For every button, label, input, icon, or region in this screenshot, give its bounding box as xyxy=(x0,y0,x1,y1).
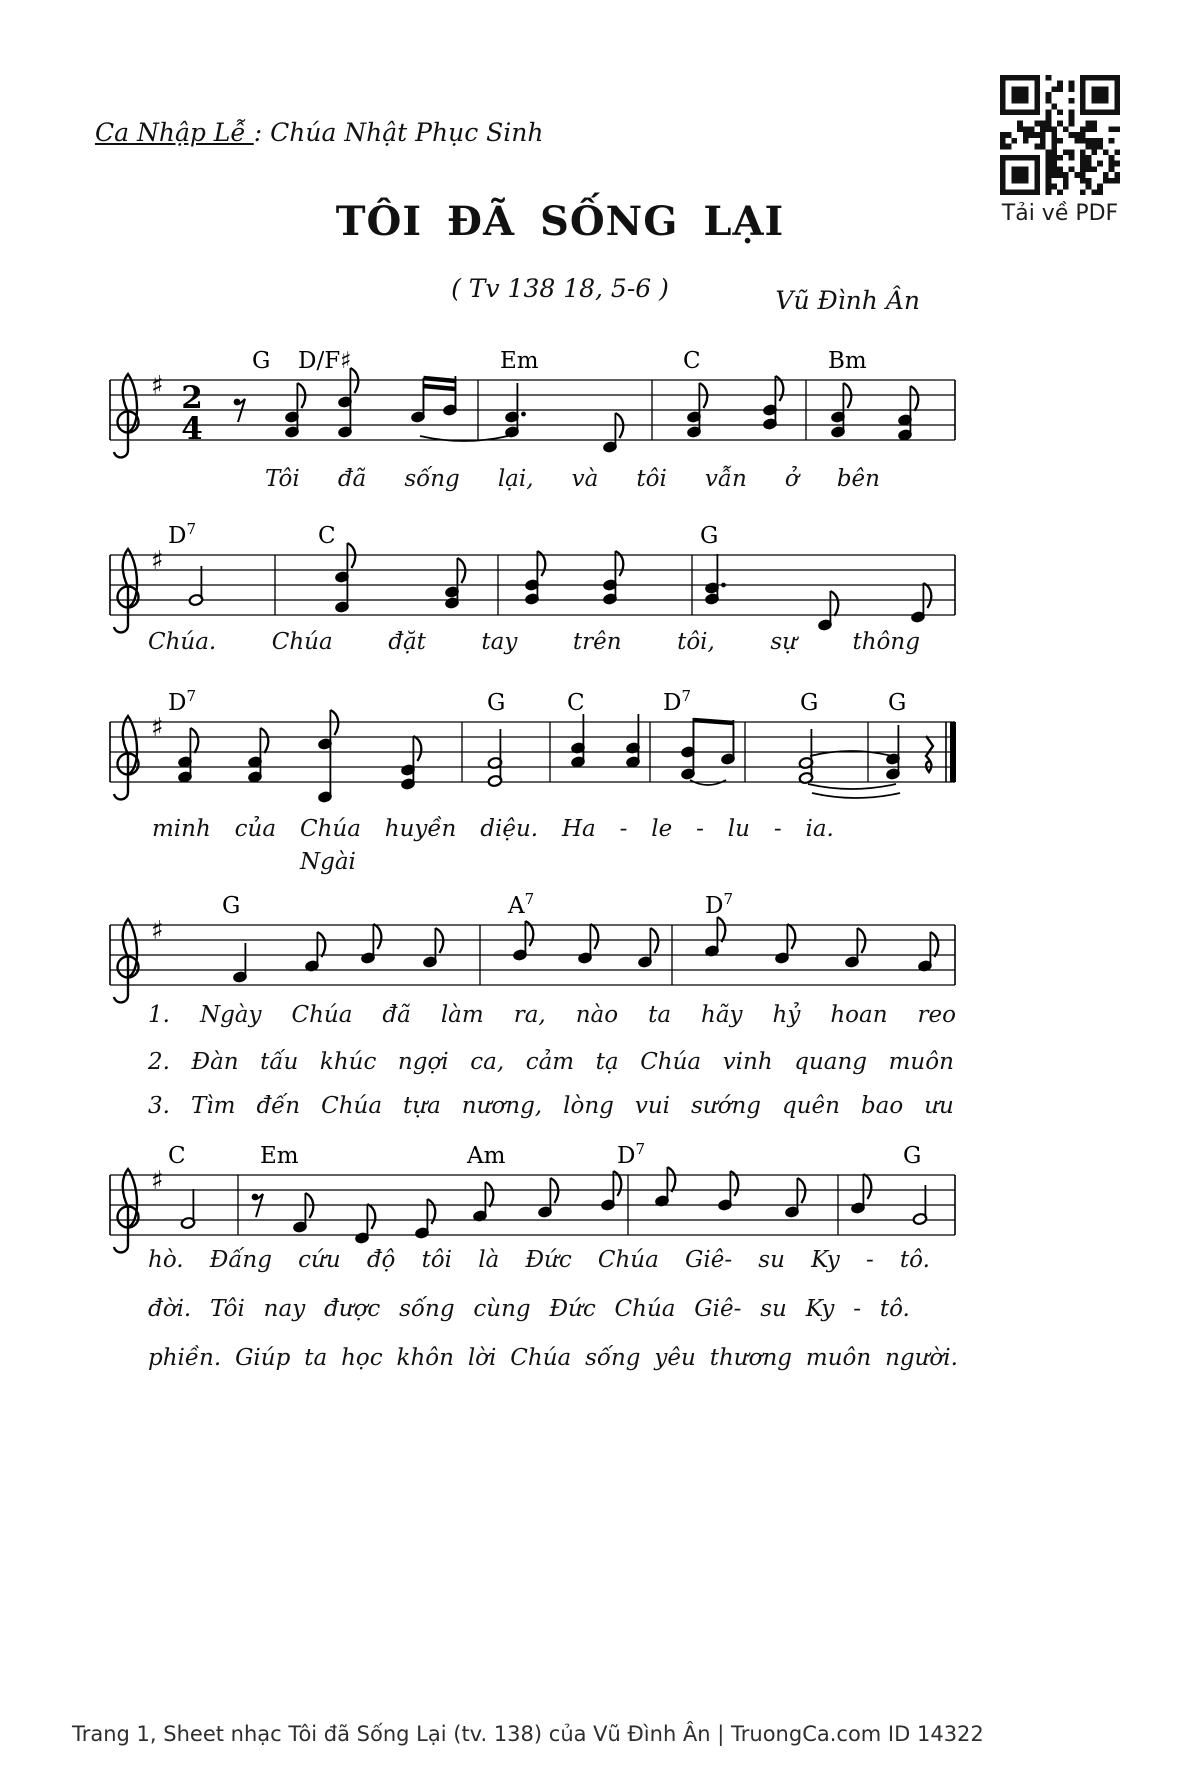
chord-symbol: G xyxy=(800,690,819,716)
lyric-word: nay xyxy=(263,1296,306,1322)
lyrics-line-3 xyxy=(152,816,834,842)
key-signature-sharp: ♯ xyxy=(151,546,164,576)
lyric-word: - xyxy=(865,1247,874,1273)
composer-name: Vũ Đình Ân xyxy=(775,286,920,315)
lyric-word: đời. xyxy=(148,1296,192,1322)
tie xyxy=(808,784,896,789)
lyric-word: su xyxy=(758,1247,785,1273)
eighth-flag xyxy=(260,728,268,753)
lyrics-line-2 xyxy=(148,629,920,655)
final-barline xyxy=(950,722,956,782)
lyric-word: Tìm xyxy=(190,1093,236,1119)
header-value: : Chúa Nhật Phục Sinh xyxy=(253,118,544,147)
lyric-word: vinh xyxy=(722,1049,773,1075)
lyrics-line-1 xyxy=(265,466,880,492)
chord-symbol: Em xyxy=(260,1143,299,1169)
lyric-word: Tôi xyxy=(210,1296,245,1322)
lyric-word: Đức xyxy=(525,1247,572,1273)
lyric-word: Đấng xyxy=(209,1247,272,1273)
lyric-word: của xyxy=(234,816,277,842)
eighth-flag xyxy=(830,591,838,616)
lyric-word: sự xyxy=(770,629,797,655)
lyric-word: ca, xyxy=(470,1049,505,1075)
lyric-word: cứu xyxy=(298,1247,341,1273)
lyric-word: Giê- xyxy=(694,1296,742,1322)
lyric-word: minh xyxy=(152,816,211,842)
lyric-word: bao xyxy=(860,1093,904,1119)
lyric-word: tôi xyxy=(636,466,667,492)
eighth-flag xyxy=(930,932,938,957)
chord-symbol: C xyxy=(683,348,701,374)
chord-symbol: G xyxy=(222,893,241,919)
qr-code[interactable] xyxy=(1000,75,1120,195)
verse-line-3 xyxy=(148,1093,954,1119)
eighth-flag xyxy=(787,924,795,949)
chord-symbol: G xyxy=(252,348,271,374)
lyric-word: độ xyxy=(366,1247,396,1273)
lyric-word: huyền xyxy=(384,816,457,842)
chord-symbol: Em xyxy=(500,348,539,374)
chord-symbol: Bm xyxy=(828,348,867,374)
lyric-word: tựa xyxy=(403,1093,441,1119)
lyric-word: nương, xyxy=(461,1093,543,1119)
chord-symbol: D/F♯ xyxy=(298,348,352,374)
final-lyrics-line-1 xyxy=(148,1247,930,1273)
chord-symbol: C xyxy=(318,523,336,549)
lyric-word: học xyxy=(341,1345,383,1371)
chord-symbol: $D^7$ xyxy=(705,890,733,919)
eighth-flag xyxy=(413,736,421,761)
lyric-word: - xyxy=(619,816,628,842)
eighth-flag xyxy=(190,728,198,753)
lyric-word: được xyxy=(324,1296,381,1322)
treble-clef-icon xyxy=(114,919,137,1002)
lyric-alternate-word: Ngài xyxy=(300,849,356,875)
lyric-word: khúc xyxy=(319,1049,377,1075)
lyric-word: ra, xyxy=(513,1002,546,1028)
lyric-word: Chúa xyxy=(597,1247,659,1273)
lyric-word: trên xyxy=(572,629,622,655)
lyric-word: tôi, xyxy=(677,629,715,655)
beam xyxy=(693,720,733,723)
lyric-word: ưu xyxy=(924,1093,954,1119)
treble-clef-icon xyxy=(114,716,137,799)
lyric-word: yêu xyxy=(654,1345,696,1371)
lyric-word: bên xyxy=(836,466,880,492)
lyric-word: đã xyxy=(337,466,367,492)
final-lyrics-line-3 xyxy=(148,1345,958,1371)
lyric-word: hoan xyxy=(830,1002,888,1028)
lyric-word: lòng xyxy=(563,1093,614,1119)
lyric-word: thương xyxy=(709,1345,792,1371)
beam xyxy=(423,386,455,389)
chord-symbol: G xyxy=(700,523,719,549)
lyric-word: vui xyxy=(634,1093,671,1119)
lyric-word: ngợi xyxy=(397,1049,449,1075)
augmentation-dot xyxy=(721,583,726,588)
lyric-word: tay xyxy=(481,629,518,655)
chord-symbol: Am xyxy=(467,1143,506,1169)
lyric-word: diệu. xyxy=(480,816,539,842)
verse-line-2 xyxy=(148,1049,954,1075)
lyric-word: quên xyxy=(781,1093,840,1119)
key-signature-sharp: ♯ xyxy=(151,1166,164,1196)
lyric-word: Đàn xyxy=(191,1049,239,1075)
eighth-flag xyxy=(863,1174,871,1199)
lyric-word: 3. xyxy=(148,1093,170,1119)
lyric-word: cùng xyxy=(473,1296,531,1322)
eighth-flag xyxy=(317,932,325,957)
lyric-word: phiền. xyxy=(148,1345,222,1371)
beam xyxy=(423,378,455,381)
lyric-word: ở xyxy=(784,466,799,492)
lyric-word: - xyxy=(696,816,704,842)
final-lyrics-line-2 xyxy=(148,1296,910,1322)
lyric-word: sướng xyxy=(691,1093,761,1119)
lyric-word: Chúa. xyxy=(148,629,217,655)
lyric-word: và xyxy=(571,466,599,492)
lyric-word: Giúp xyxy=(235,1345,291,1371)
eighth-flag xyxy=(373,924,381,949)
tie xyxy=(812,793,900,798)
eighth-flag xyxy=(667,1167,675,1192)
augmentation-dot xyxy=(521,412,526,417)
treble-clef-icon xyxy=(114,374,137,457)
chord-symbol: $A^7$ xyxy=(508,890,535,919)
lyric-word: đặt xyxy=(388,629,426,655)
chord-symbol: $D^7$ xyxy=(617,1140,645,1169)
psalm-reference: ( Tv 138 18, 5-6 ) xyxy=(451,274,669,303)
chord-symbol: G xyxy=(888,690,907,716)
lyric-word: hò. xyxy=(148,1247,184,1273)
lyric-word: le xyxy=(651,816,673,842)
lyric-word: làm xyxy=(440,1002,484,1028)
lyric-word: lu xyxy=(727,816,750,842)
lyric-word: Ky xyxy=(811,1247,840,1273)
lyric-word: Chúa xyxy=(271,629,333,655)
lyric-word: nào xyxy=(575,1002,619,1028)
eighth-flag xyxy=(910,386,918,411)
lyric-word: đã xyxy=(382,1002,411,1028)
lyric-word: Chúa xyxy=(321,1093,383,1119)
treble-clef-icon xyxy=(114,1169,137,1252)
lyric-word: cảm xyxy=(525,1049,575,1075)
lyric-word: Ngày xyxy=(199,1002,262,1028)
lyric-word: là xyxy=(478,1247,500,1273)
lyric-word: tấu xyxy=(260,1049,299,1075)
eighth-flag xyxy=(485,1182,493,1207)
lyric-word: ta xyxy=(304,1345,328,1371)
lyric-word: - xyxy=(853,1296,862,1322)
lyric-word: 2. xyxy=(148,1049,170,1075)
chord-symbol: C xyxy=(168,1143,186,1169)
lyric-word: Chúa xyxy=(299,816,361,842)
staff-system-3 xyxy=(95,680,975,830)
lyric-word: Chúa xyxy=(291,1002,353,1028)
page-footer: Trang 1, Sheet nhạc Tôi đã Sống Lại (tv. 138) của Vũ Đình Ân | TruongCa.com ID 14322 xyxy=(72,1722,984,1746)
lyric-word: Ha xyxy=(561,816,596,842)
lyric-word: ta xyxy=(648,1002,672,1028)
time-signature-numerator: 2 xyxy=(181,380,203,416)
liturgical-header xyxy=(95,118,543,147)
lyric-word: vẫn xyxy=(704,466,747,492)
lyric-word: đến xyxy=(256,1093,301,1119)
lyric-word: Tôi xyxy=(265,466,300,492)
chord-symbol: $D^7$ xyxy=(168,520,196,549)
song-title: TÔI ĐÃ SỐNG LẠI xyxy=(335,198,785,245)
lyric-word: Chúa xyxy=(640,1049,702,1075)
lyric-word: thông xyxy=(852,629,920,655)
lyric-word: khôn xyxy=(396,1345,454,1371)
lyric-word: Chúa xyxy=(614,1296,676,1322)
key-signature-sharp: ♯ xyxy=(151,713,164,743)
key-signature-sharp: ♯ xyxy=(151,916,164,946)
lyric-word: tô. xyxy=(899,1247,930,1273)
verse-line-1 xyxy=(148,1002,956,1028)
lyric-word: reo xyxy=(917,1002,956,1028)
lyric-word: Chúa xyxy=(510,1345,572,1371)
lyric-word: ia. xyxy=(805,816,834,842)
download-pdf-label[interactable]: Tải về PDF xyxy=(1001,201,1119,226)
lyric-word: tạ xyxy=(595,1049,619,1075)
lyric-word: Giê- xyxy=(684,1247,733,1273)
lyric-word: hỷ xyxy=(772,1002,801,1028)
eighth-flag xyxy=(717,917,725,942)
chord-symbol: $D^7$ xyxy=(168,687,196,716)
lyric-word: người. xyxy=(885,1345,958,1371)
chord-symbol: C xyxy=(567,690,585,716)
key-signature-sharp: ♯ xyxy=(151,371,164,401)
lyric-word: - xyxy=(773,816,782,842)
lyric-word: quang xyxy=(794,1049,868,1075)
lyric-word: sống xyxy=(585,1345,641,1371)
lyric-word: sống xyxy=(399,1296,455,1322)
chord-symbol: $D^7$ xyxy=(663,687,691,716)
lyric-word: sống xyxy=(404,466,460,492)
lyric-word: Đức xyxy=(549,1296,596,1322)
lyric-word: su xyxy=(760,1296,787,1322)
lyric-word: 1. xyxy=(148,1002,170,1028)
treble-clef-icon xyxy=(114,549,137,632)
qr-code-image xyxy=(1000,75,1120,195)
time-signature-denominator: 4 xyxy=(181,411,203,447)
eighth-flag xyxy=(590,924,598,949)
lyric-word: lại, xyxy=(497,466,534,492)
eighth-flag xyxy=(923,583,931,608)
lyric-word: Ky xyxy=(805,1296,835,1322)
lyric-word: muôn xyxy=(805,1345,872,1371)
lyric-word: hãy xyxy=(701,1002,743,1028)
chord-symbol: G xyxy=(903,1143,922,1169)
header-label: Ca Nhập Lễ xyxy=(95,118,254,147)
lyric-word: muôn xyxy=(888,1049,954,1075)
eighth-flag xyxy=(367,1204,375,1229)
lyric-word: tô. xyxy=(879,1296,910,1322)
lyric-word: lời xyxy=(467,1345,497,1371)
chord-symbol: G xyxy=(487,690,506,716)
lyric-word: tôi xyxy=(421,1247,453,1273)
